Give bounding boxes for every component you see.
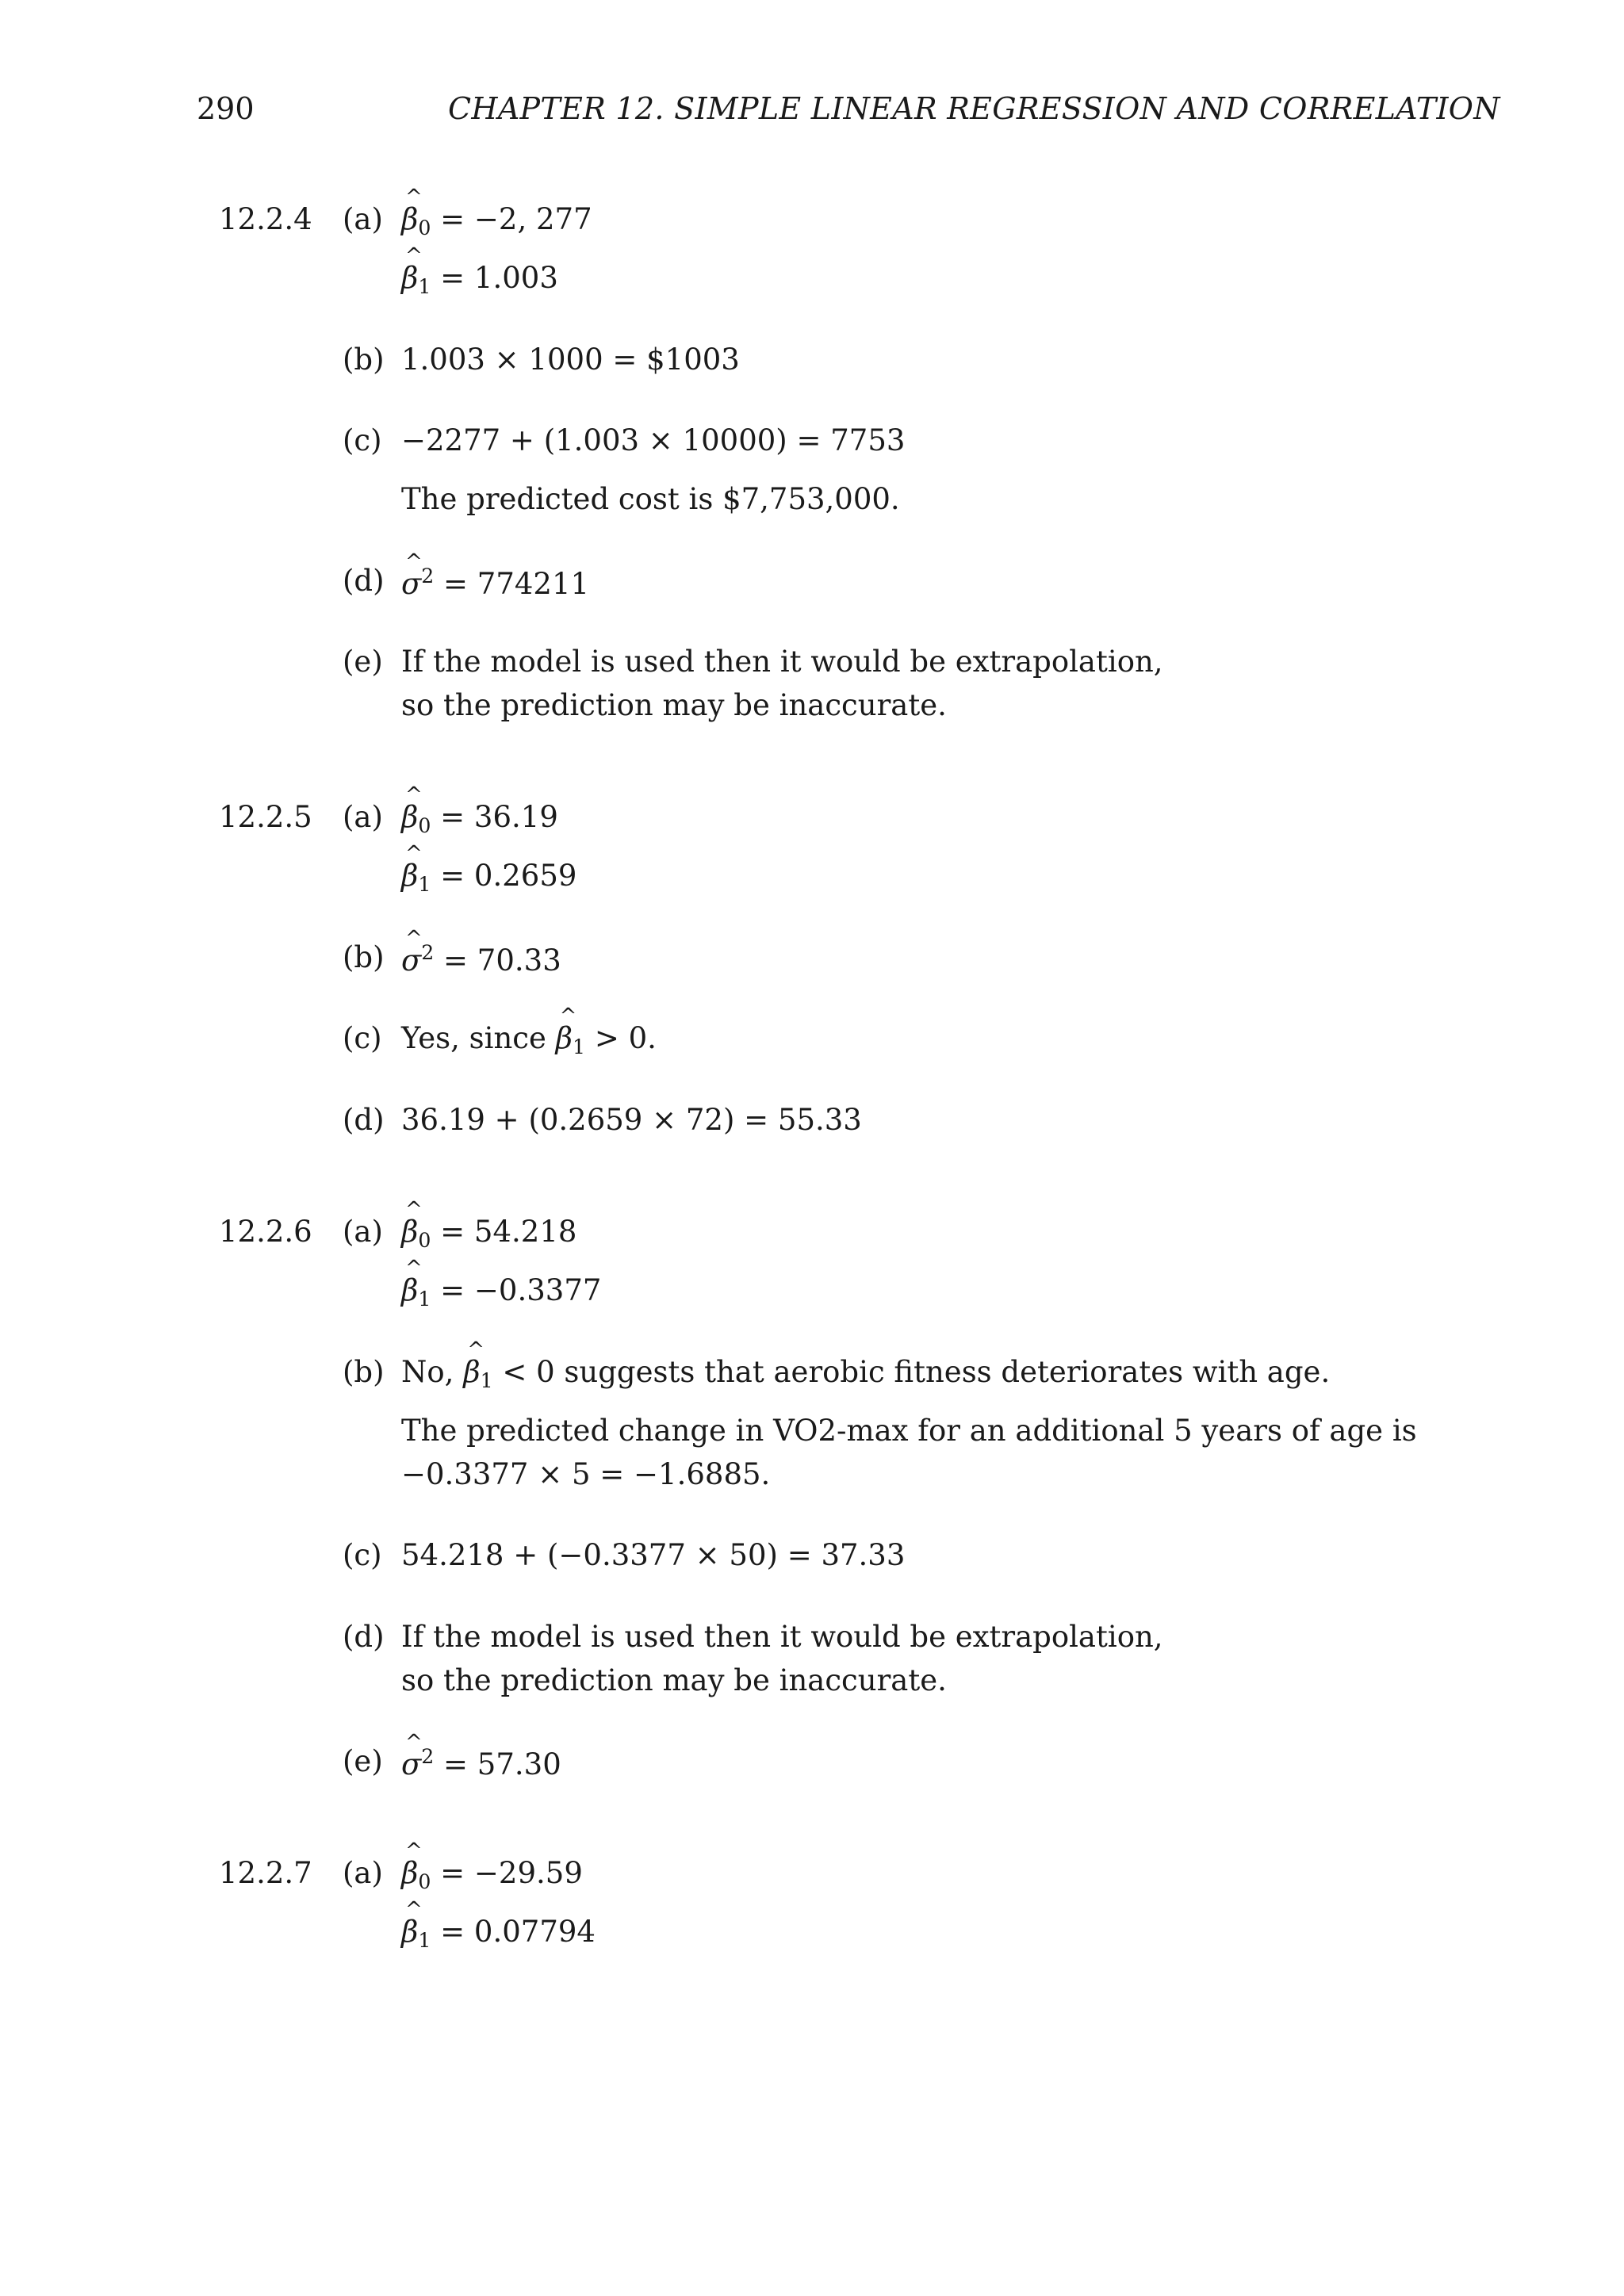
answer-text: so the prediction may be inaccurate. (401, 688, 947, 722)
beta1-estimate: ^ $\beta_1 = 0.07794$ (401, 1917, 596, 1950)
answer-text: so the prediction may be inaccurate. (401, 1663, 947, 1697)
answer-text: The predicted change in VO2-max for an additional 5 years of age is (401, 1414, 1417, 1448)
problem-number: 12.2.5 (219, 800, 312, 834)
part-label: (b) (343, 940, 385, 974)
sigma-squared-estimate: ^ $\sigma^2 = 57.30$ (401, 1747, 561, 1779)
beta0-estimate: ^ $\beta_0 = 54.218$ (401, 1217, 576, 1250)
answer-text: −0.3377 × 5 = −1.6885. (401, 1457, 771, 1491)
part-label: (d) (343, 1103, 385, 1137)
part-label: (a) (343, 202, 383, 236)
part-label: (d) (343, 1620, 385, 1654)
answer-text: No, ^ $\beta_1 < 0$ suggests that aerobic fitness deteriorates with age. (401, 1357, 1330, 1391)
beta0-estimate: ^ $\beta_0 = -2$, 277 (401, 205, 592, 238)
beta0-estimate: ^ $\beta_0 = -29.59$ (401, 1858, 583, 1892)
beta1-estimate: ^ $\beta_1 = 1.003$ (401, 263, 558, 297)
answer-text: The predicted cost is $7,753,000. (401, 482, 900, 516)
part-label: (c) (343, 1538, 382, 1572)
beta1-estimate: ^ $\beta_1 = 0.2659$ (401, 861, 576, 894)
part-label: (a) (343, 1856, 383, 1890)
answer-text: 54.218 + (−0.3377 × 50) = 37.33 (401, 1538, 906, 1572)
answer-text: −2277 + (1.003 × 10000) = 7753 (401, 423, 906, 457)
problem-number: 12.2.6 (219, 1215, 312, 1249)
part-label: (d) (343, 564, 385, 598)
answer-text: 1.003 × 1000 = $1003 (401, 342, 740, 377)
part-label: (b) (343, 1355, 385, 1389)
problem-number: 12.2.4 (219, 202, 312, 236)
part-label: (a) (343, 1215, 383, 1249)
problem-number: 12.2.7 (219, 1856, 312, 1890)
part-label: (c) (343, 1021, 382, 1055)
part-label: (e) (343, 1744, 383, 1778)
sigma-squared-estimate: ^ $\sigma^2 = 70.33$ (401, 943, 561, 975)
part-label: (b) (343, 342, 385, 377)
answer-text: 36.19 + (0.2659 × 72) = 55.33 (401, 1103, 862, 1137)
part-label: (e) (343, 645, 383, 679)
page-number: 290 (197, 91, 255, 126)
part-label: (a) (343, 800, 383, 834)
sigma-squared-estimate: ^ $\sigma^2 = 774211$ (401, 566, 589, 599)
running-head: CHAPTER 12. SIMPLE LINEAR REGRESSION AND CORRELATION (448, 91, 1500, 126)
beta1-estimate: ^ $\beta_1 = -0.3377$ (401, 1276, 601, 1309)
answer-text: Yes, since ^ $\beta_1 > 0$. (401, 1024, 657, 1057)
answer-text: If the model is used then it would be extrapolation, (401, 1620, 1163, 1654)
beta0-estimate: ^ $\beta_0 = 36.19$ (401, 802, 558, 836)
answer-text: If the model is used then it would be extrapolation, (401, 645, 1163, 679)
part-label: (c) (343, 423, 382, 457)
